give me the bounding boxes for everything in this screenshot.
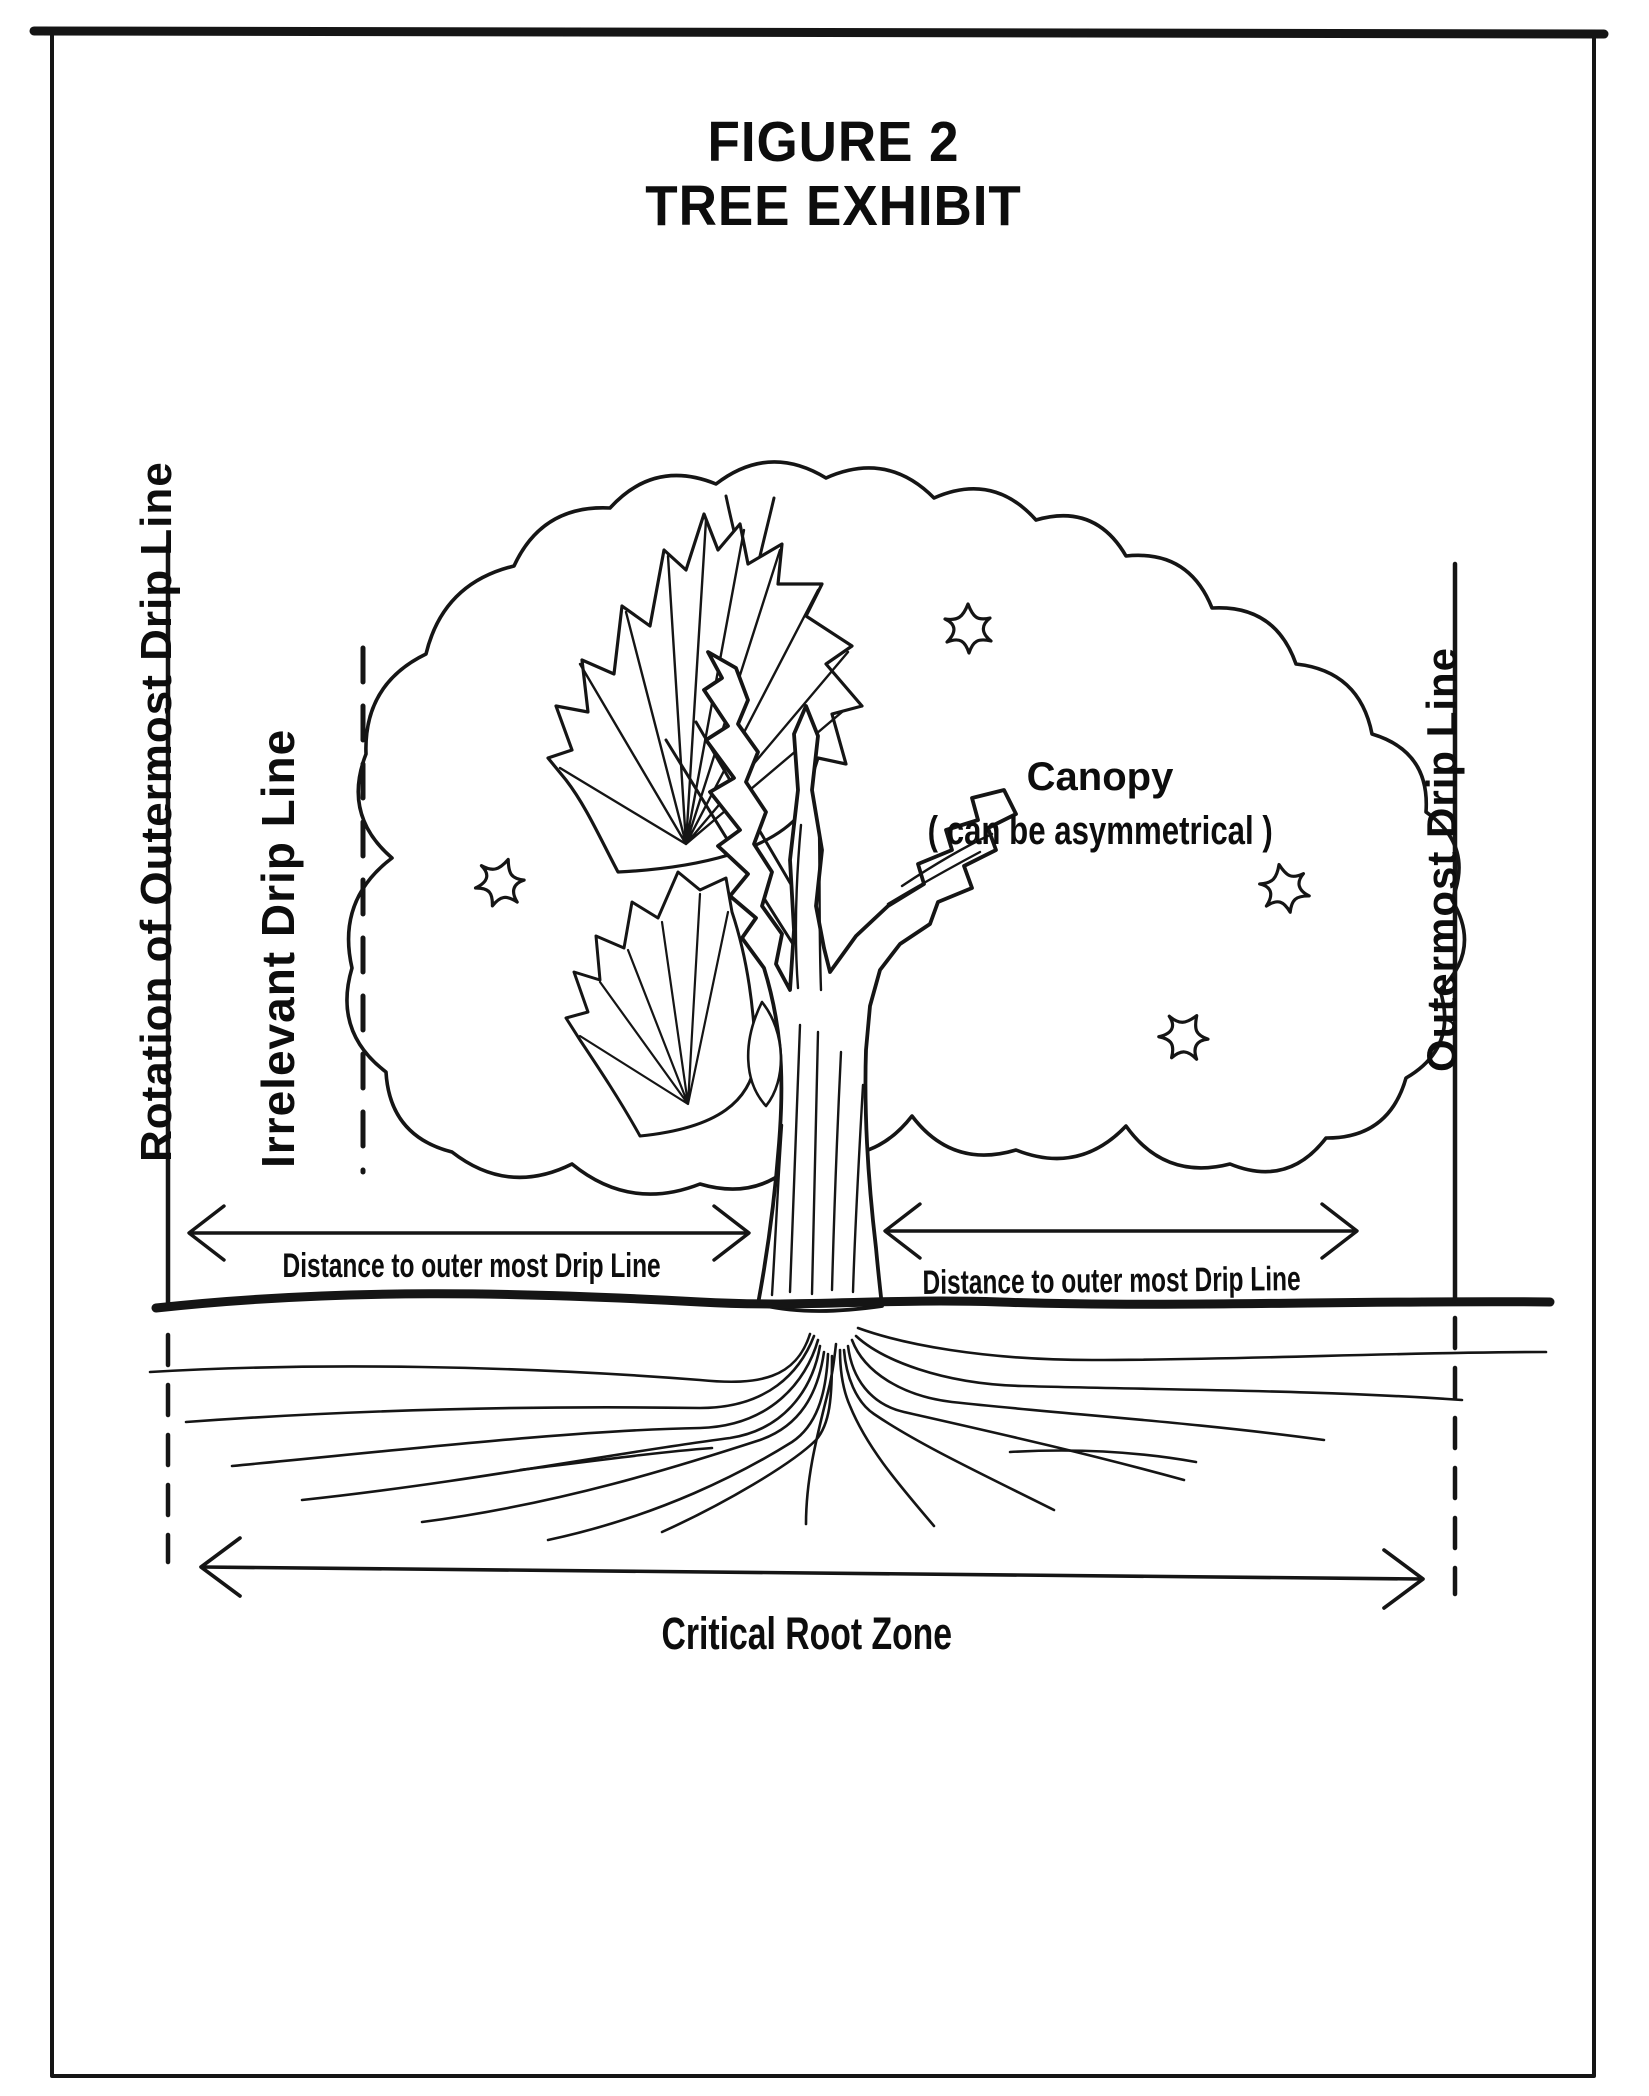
figure-title-line2: TREE EXHIBIT (645, 174, 1022, 238)
critical-root-zone-label: Critical Root Zone (661, 1608, 953, 1659)
figure-title-line1: FIGURE 2 (707, 110, 960, 174)
root-system (150, 1328, 1546, 1540)
outermost-drip-line-label: Outermost Drip Line (1418, 646, 1465, 1072)
canopy-label-line2: ( can be asymmetrical ) (927, 809, 1273, 853)
figure-frame-top-edge (34, 31, 1604, 34)
rotation-of-outermost-drip-line-label: Rotation of Outermost Drip Line (132, 461, 181, 1162)
irrelevant-drip-line-label: Irrelevant Drip Line (252, 728, 304, 1168)
critical-root-zone-arrow (201, 1538, 1423, 1608)
figure-title (67, 110, 1601, 238)
distance-arrow-right (885, 1204, 1357, 1258)
distance-right-label: Distance to outer most Drip Line (922, 1260, 1302, 1302)
distance-left-label: Distance to outer most Drip Line (282, 1247, 662, 1285)
canopy-label-line1: Canopy (1026, 755, 1174, 799)
canopy-label (840, 750, 1360, 858)
